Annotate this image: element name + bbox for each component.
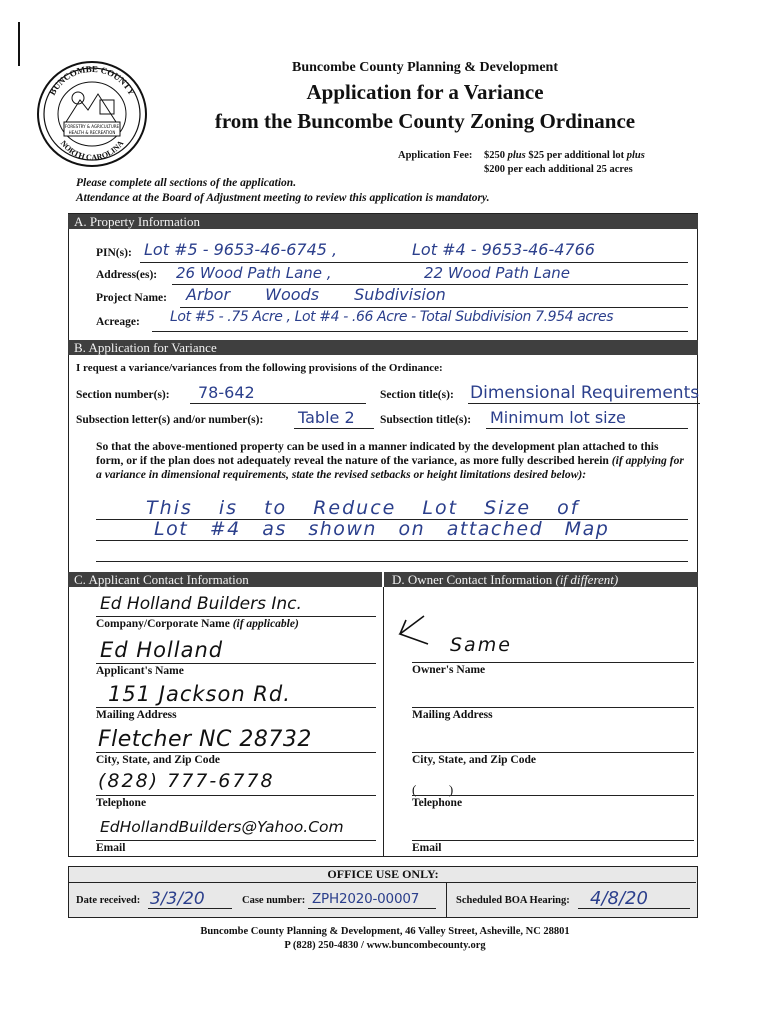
telephone-field[interactable]: (828) 777-6778 — [98, 770, 275, 792]
section-c-header: C. Applicant Contact Information — [68, 572, 382, 587]
footer-address: Buncombe County Planning & Development, 46 Valley Street, Asheville, NC 28801 — [200, 926, 570, 937]
section-title-field[interactable]: Dimensional Requirements — [470, 383, 700, 403]
boa-hearing-field[interactable]: 4/8/20 — [590, 888, 648, 909]
owner-city-label: City, State, and Zip Code — [412, 754, 536, 766]
section-d-title: D. Owner Contact Information — [392, 572, 553, 587]
title-line-2: from the Buncombe County Zoning Ordinance — [214, 109, 636, 133]
instructions-1: Please complete all sections of the application. — [76, 177, 297, 189]
company-line — [96, 616, 376, 617]
owner-name-label: Owner's Name — [412, 664, 486, 676]
owner-telephone-field[interactable]: ( ) — [412, 782, 454, 797]
mailing-address-line — [96, 707, 376, 708]
svg-text:NORTH CAROLINA: NORTH CAROLINA — [58, 138, 126, 163]
telephone-label: Telephone — [96, 797, 147, 809]
description-field-1[interactable]: This is to Reduce Lot Size of — [146, 497, 580, 519]
fee-plus-2: plus — [626, 150, 645, 161]
project-name-line — [180, 307, 688, 308]
date-received-field[interactable]: 3/3/20 — [150, 889, 205, 909]
description-line-2 — [96, 540, 688, 541]
scan-edge-mark — [18, 22, 20, 66]
pin-label: PIN(s): — [96, 247, 132, 259]
variance-instructions-italic: (if applying for a variance in dimensional requirements, state the revised setbacks or height limitations desired below): — [96, 454, 684, 481]
owner-mailing-line — [412, 707, 694, 708]
address-field-1[interactable]: 26 Wood Path Lane , — [176, 264, 332, 282]
owner-telephone-label: Telephone — [412, 797, 463, 809]
office-use-divider — [69, 882, 696, 883]
company-label-text: Company/Corporate Name — [96, 618, 230, 630]
description-line-3 — [96, 561, 688, 562]
acreage-label: Acreage: — [96, 316, 140, 328]
applicant-name-label: Applicant's Name — [96, 665, 184, 677]
fee-line-2: $200 per each additional 25 acres — [484, 164, 633, 175]
date-received-label: Date received: — [76, 895, 141, 906]
owner-name-field[interactable]: Same — [450, 634, 512, 656]
subsection-title-label: Subsection title(s): — [380, 414, 472, 426]
applicant-name-field[interactable]: Ed Holland — [100, 638, 224, 662]
owner-city-line — [412, 752, 694, 753]
same-arrow-mark — [394, 612, 434, 648]
fee-label: Application Fee: — [398, 150, 473, 161]
variance-instructions — [96, 440, 686, 482]
pin-field-2[interactable]: Lot #4 - 9653-46-4766 — [412, 240, 595, 259]
section-a-header: A. Property Information — [68, 214, 698, 229]
pin-field-1[interactable]: Lot #5 - 9653-46-6745 , — [144, 240, 338, 259]
acreage-field[interactable]: Lot #5 - .75 Acre , Lot #4 - .66 Acre - Total Subdivision 7.954 acres — [170, 309, 614, 325]
city-state-zip-field[interactable]: Fletcher NC 28732 — [98, 727, 312, 752]
address-label: Address(es): — [96, 269, 158, 281]
owner-telephone-line — [412, 795, 694, 796]
svg-text:HEALTH & RECREATION: HEALTH & RECREATION — [68, 130, 116, 135]
email-line — [96, 840, 376, 841]
title-line-1: Application for a Variance — [306, 80, 544, 104]
variance-instructions-text: So that the above-mentioned property can be used in a manner indicated by the development plan attached to this form, or if the plan does not adequately reveal the nature of the variance, as more fully described herein — [96, 440, 659, 467]
company-label — [96, 618, 299, 630]
footer-contact: P (828) 250-4830 / www.buncombecounty.org — [284, 940, 486, 951]
variance-request: I request a variance/variances from the following provisions of the Ordinance: — [76, 362, 443, 374]
city-state-zip-line — [96, 752, 376, 753]
org-name: Buncombe County Planning & Development — [291, 60, 559, 75]
column-divider — [383, 587, 384, 857]
case-number-line — [308, 908, 436, 909]
case-number-field[interactable]: ZPH2020-00007 — [312, 891, 420, 907]
project-name-field[interactable]: Arbor Woods Subdivision — [186, 285, 446, 304]
owner-email-label: Email — [412, 842, 442, 854]
mailing-address-label: Mailing Address — [96, 709, 177, 721]
acreage-line — [152, 331, 688, 332]
section-number-line — [190, 403, 366, 404]
section-title-line — [468, 403, 700, 404]
address-field-2[interactable]: 22 Wood Path Lane — [424, 264, 571, 282]
owner-name-line — [412, 662, 694, 663]
city-state-zip-label: City, State, and Zip Code — [96, 754, 220, 766]
telephone-line — [96, 795, 376, 796]
subsection-letter-field[interactable]: Table 2 — [298, 408, 355, 427]
svg-text:FORESTRY & AGRICULTURE: FORESTRY & AGRICULTURE — [64, 124, 120, 129]
section-number-field[interactable]: 78-642 — [198, 383, 255, 402]
mailing-address-field[interactable]: 151 Jackson Rd. — [108, 682, 291, 706]
pin-line — [140, 262, 688, 263]
description-field-2[interactable]: Lot #4 as shown on attached Map — [154, 518, 610, 540]
instructions-2: Attendance at the Board of Adjustment meeting to review this application is mandatory. — [76, 192, 490, 204]
owner-email-line — [412, 840, 694, 841]
boa-hearing-label: Scheduled BOA Hearing: — [456, 895, 570, 906]
project-name-label: Project Name: — [96, 292, 167, 304]
section-d-if-different: (if different) — [555, 572, 619, 587]
owner-mailing-label: Mailing Address — [412, 709, 493, 721]
subsection-letter-line — [294, 428, 374, 429]
section-number-label: Section number(s): — [76, 389, 170, 401]
subsection-title-field[interactable]: Minimum lot size — [490, 408, 626, 427]
case-number-label: Case number: — [242, 895, 306, 906]
section-d-header — [384, 572, 698, 587]
svg-text:BUNCOMBE COUNTY: BUNCOMBE COUNTY — [47, 63, 137, 97]
fee-line-1 — [484, 150, 645, 161]
office-use-mid-divider — [446, 882, 447, 917]
email-label: Email — [96, 842, 126, 854]
fee-per-lot: $25 per additional lot — [528, 150, 625, 161]
subsection-title-line — [486, 428, 688, 429]
company-label-italic: (if applicable) — [232, 618, 299, 630]
company-field[interactable]: Ed Holland Builders Inc. — [100, 594, 302, 614]
email-field[interactable]: EdHollandBuilders@Yahoo.Com — [100, 818, 344, 836]
office-use-header: OFFICE USE ONLY: — [327, 867, 439, 881]
county-seal — [36, 60, 148, 168]
fee-amount: $250 — [484, 150, 505, 161]
applicant-name-line — [96, 663, 376, 664]
fee-plus: plus — [507, 150, 526, 161]
section-title-label: Section title(s): — [380, 389, 454, 401]
subsection-letter-label: Subsection letter(s) and/or number(s): — [76, 414, 264, 426]
section-b-header: B. Application for Variance — [68, 340, 698, 355]
